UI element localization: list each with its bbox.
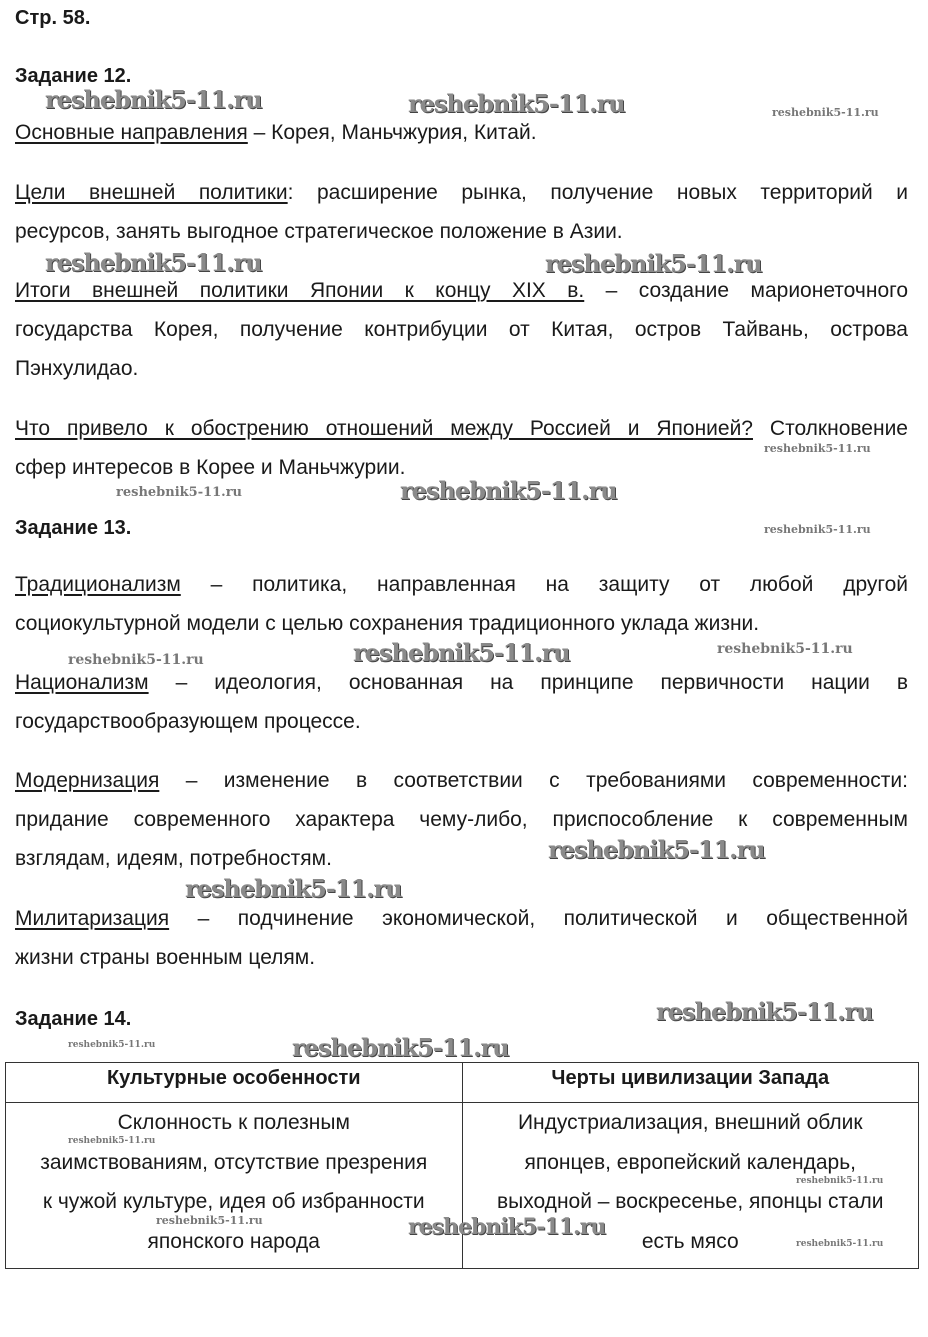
watermark: reshebnik5-11.ru [408, 1214, 606, 1240]
term: Милитаризация [15, 907, 170, 930]
task12-line: Пэнхулидао. [15, 357, 139, 380]
watermark: reshebnik5-11.ru [116, 485, 243, 500]
cell-line: заимствованиям, отсутствие презрения [40, 1150, 428, 1174]
watermark: reshebnik5-11.ru [185, 874, 402, 903]
task12-line: ресурсов, занять выгодное стратегическое положение в Азии. [15, 220, 623, 243]
text: : расширение рынка, получение новых территорий и [287, 181, 908, 204]
watermark: reshebnik5-11.ru [45, 85, 262, 114]
watermark: reshebnik5-11.ru [717, 641, 853, 657]
watermark: reshebnik5-11.ru [68, 1136, 156, 1146]
watermark: reshebnik5-11.ru [545, 249, 762, 278]
term: Традиционализм [15, 573, 181, 596]
cell-line: выходной – воскресенье, японцы стали [496, 1190, 884, 1213]
term: Итоги внешней политики Японии к концу XIX в. [15, 279, 585, 302]
watermark: reshebnik5-11.ru [796, 1239, 884, 1249]
task13-line: государствообразующем процессе. [15, 710, 361, 733]
task12-line [15, 278, 908, 304]
watermark: reshebnik5-11.ru [772, 106, 879, 119]
cell-line: японцев, европейский календарь, [524, 1150, 857, 1174]
task13-line [15, 906, 908, 932]
task13-line: жизни страны военным целям. [15, 946, 316, 969]
term: Национализм [15, 671, 149, 694]
watermark: reshebnik5-11.ru [656, 997, 873, 1026]
task12-line [15, 180, 908, 206]
cell-line: Индустриализация, внешний облик [517, 1111, 863, 1134]
task13-line [15, 768, 908, 794]
term: Цели внешней политики [15, 181, 288, 204]
cell-line: есть мясо [641, 1229, 739, 1253]
task13-line [15, 670, 908, 696]
text: – Корея, Маньчжурия, Китай. [247, 121, 537, 144]
task13-line: взглядам, идеям, потребностям. [15, 847, 332, 870]
table-header: Культурные особенности [6, 1063, 463, 1103]
task13-heading: Задание 13. [15, 517, 132, 539]
task12-line: государства Корея, получение контрибуции от Китая, остров Тайвань, острова [15, 318, 908, 341]
watermark: reshebnik5-11.ru [353, 638, 570, 667]
task12-line [15, 120, 537, 146]
task12-line: сфер интересов в Корее и Маньчжурии. [15, 456, 406, 479]
term: Модернизация [15, 769, 160, 792]
task12-heading: Задание 12. [15, 65, 132, 87]
watermark: reshebnik5-11.ru [68, 652, 204, 668]
task13-line: придание современного характера чему-либо, приспособление к современным [15, 808, 908, 831]
cell-line: японского народа [147, 1229, 320, 1253]
text: – идеология, основанная на принципе первичности нации в [148, 671, 908, 694]
task14-heading: Задание 14. [15, 1008, 132, 1030]
watermark: reshebnik5-11.ru [408, 89, 625, 118]
watermark: reshebnik5-11.ru [400, 476, 617, 505]
text: – подчинение экономической, политической и общественной [169, 907, 908, 930]
task13-line: социокультурной модели с целью сохранения традиционного уклада жизни. [15, 612, 760, 635]
text: – изменение в соответствии с требованиями современности: [159, 769, 908, 792]
watermark: reshebnik5-11.ru [764, 523, 871, 536]
watermark: reshebnik5-11.ru [156, 1214, 263, 1227]
watermark: reshebnik5-11.ru [68, 1040, 156, 1050]
table-header: Черты цивилизации Запада [462, 1063, 919, 1103]
text: Столкновение [752, 417, 908, 440]
question: Что привело к обострению отношений между Россией и Японией? [15, 417, 753, 440]
watermark: reshebnik5-11.ru [45, 248, 262, 277]
watermark: reshebnik5-11.ru [796, 1176, 884, 1186]
cell-line: Склонность к полезным [117, 1111, 350, 1134]
table-cell [6, 1103, 463, 1269]
watermark: reshebnik5-11.ru [548, 835, 765, 864]
task12-line [15, 416, 908, 442]
watermark: reshebnik5-11.ru [764, 442, 871, 455]
page-label: Стр. 58. [15, 7, 91, 29]
task13-line [15, 572, 908, 598]
text: – политика, направленная на защиту от любой другой [180, 573, 908, 596]
watermark: reshebnik5-11.ru [292, 1033, 509, 1062]
term: Основные направления [15, 121, 248, 144]
cell-line: к чужой культуре, идея об избранности [42, 1190, 425, 1213]
text: – создание марионеточного [584, 279, 908, 302]
